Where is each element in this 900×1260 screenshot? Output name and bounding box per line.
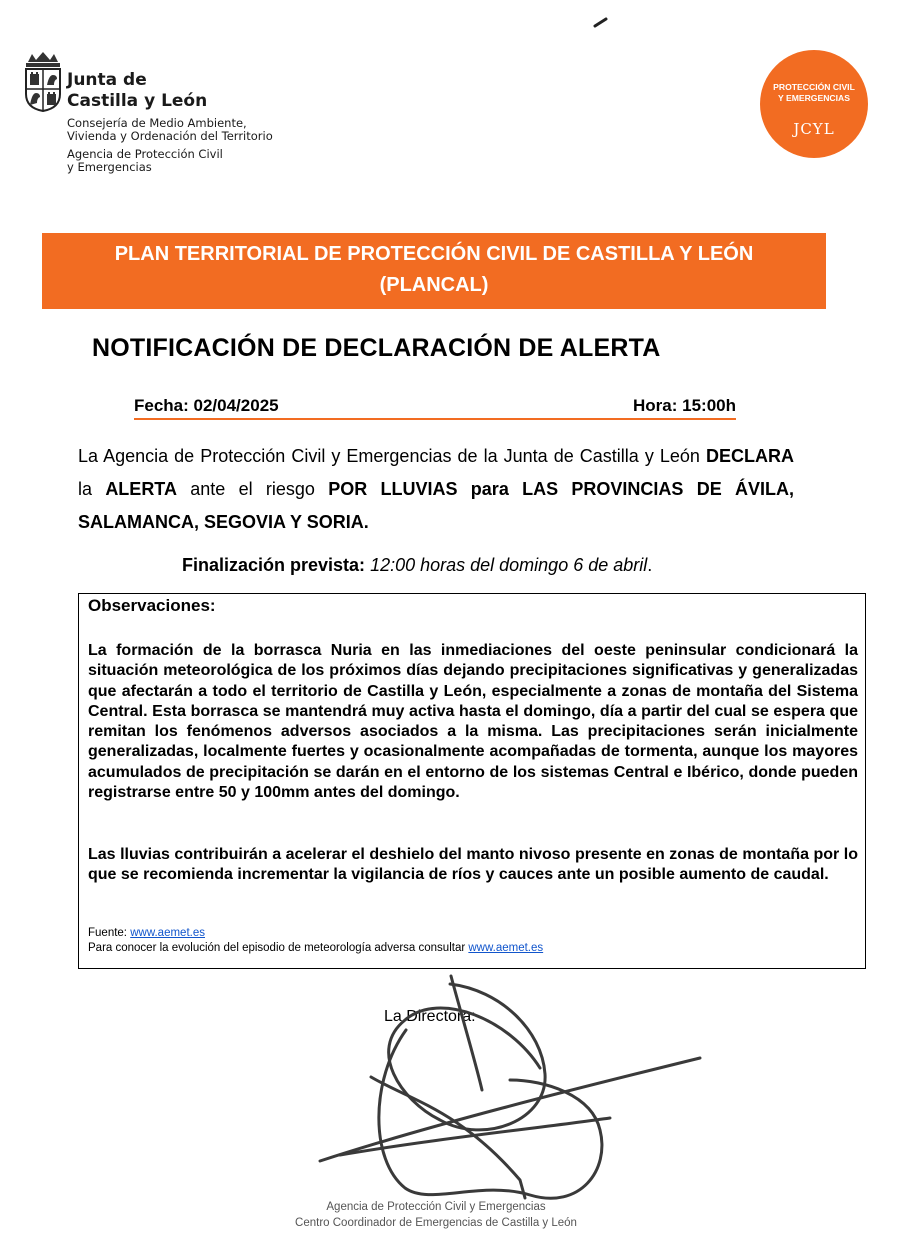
org-name-line1: Junta de <box>67 70 147 90</box>
more-info-label: Para conocer la evolución del episodio de meteorología adversa consultar <box>88 942 469 954</box>
plan-title: PLAN TERRITORIAL DE PROTECCIÓN CIVIL DE CASTILLA Y LEÓN <box>114 243 754 265</box>
declaration-paragraph <box>78 440 794 539</box>
plan-banner <box>42 233 826 309</box>
end-value: 12:00 horas del domingo 6 de abril <box>365 555 648 575</box>
footer-center: Centro Coordinador de Emergencias de Castilla y León <box>295 1217 577 1229</box>
date-time-line <box>134 396 736 420</box>
handwritten-signature <box>310 970 710 1210</box>
observations-paragraph-2: Las lluvias contribuirán a acelerar el deshielo del manto nivoso presente en zonas de montaña por lo que se recomienda incrementar la vigilancia de ríos y cauces ante un posible aumento de caudal. <box>88 846 858 884</box>
org-name-line2: Castilla y León <box>67 91 208 111</box>
source-label: Fuente: <box>88 927 131 939</box>
notice-time: Hora: 15:00h <box>633 396 736 415</box>
pen-mark <box>593 16 609 28</box>
expected-end-line <box>182 555 652 576</box>
agency-line2: y Emergencias <box>67 160 152 174</box>
declaration-intro: La Agencia de Protección Civil y Emergencias de la Junta de Castilla y León <box>78 446 700 466</box>
source-link[interactable]: www.aemet.es <box>130 927 205 939</box>
alerta-word: ALERTA <box>105 479 177 499</box>
declara-word: DECLARA <box>706 446 795 466</box>
source-block <box>88 926 543 956</box>
department-line2: Vivienda y Ordenación del Territorio <box>67 129 273 143</box>
observations-title: Observaciones: <box>88 596 216 615</box>
badge-line1: PROTECCIÓN CIVIL <box>773 82 855 92</box>
end-period: . <box>647 555 653 575</box>
department-line1: Consejería de Medio Ambiente, <box>67 116 247 130</box>
risk-text: POR LLUVIAS para LAS PROVINCIAS DE ÁVILA, SALAMANCA, SEGOVIA Y SORIA. <box>78 479 795 532</box>
page-title: NOTIFICACIÓN DE DECLARACIÓN DE ALERTA <box>92 334 661 362</box>
civil-protection-badge <box>760 50 868 158</box>
footer-agency: Agencia de Protección Civil y Emergencias <box>326 1201 546 1213</box>
connector-la: la <box>78 479 106 499</box>
coat-of-arms-logo <box>22 50 64 112</box>
observations-paragraph-1: La formación de la borrasca Nuria en las inmediaciones del oeste peninsular condicionará la situación meteorológica de los próximos días dejando precipitaciones significativas y generalizadas que afectarán a todo el territorio de Castilla y León, especialmente a zonas de montaña del Sistema Central. Esta borrasca se mantendrá muy activa hasta el domingo, día a partir del cual se espera que remitan los fenómenos adversos asociados a la misma. Las precipitaciones serán inicialmente generalizadas, localmente fuertes y ocasionalmente acompañadas de tormenta, aunque los mayores acumulados de precipitación se darán en el entorno de los sistemas Central e Ibérico, donde pueden registrarse entre 50 y 100mm antes del domingo. <box>88 642 858 802</box>
notice-date: Fecha: 02/04/2025 <box>134 396 279 415</box>
connector-ante: ante el riesgo <box>176 479 329 499</box>
agency-line1: Agencia de Protección Civil <box>67 147 223 161</box>
badge-line2: Y EMERGENCIAS <box>778 93 850 103</box>
observations-box <box>78 593 866 969</box>
more-info-link[interactable]: www.aemet.es <box>468 942 544 954</box>
signer-label: La Directora: <box>384 1008 476 1025</box>
end-label: Finalización prevista: <box>182 555 366 575</box>
badge-line3: JCYL <box>793 120 835 138</box>
plan-acronym: (PLANCAL) <box>379 274 489 296</box>
